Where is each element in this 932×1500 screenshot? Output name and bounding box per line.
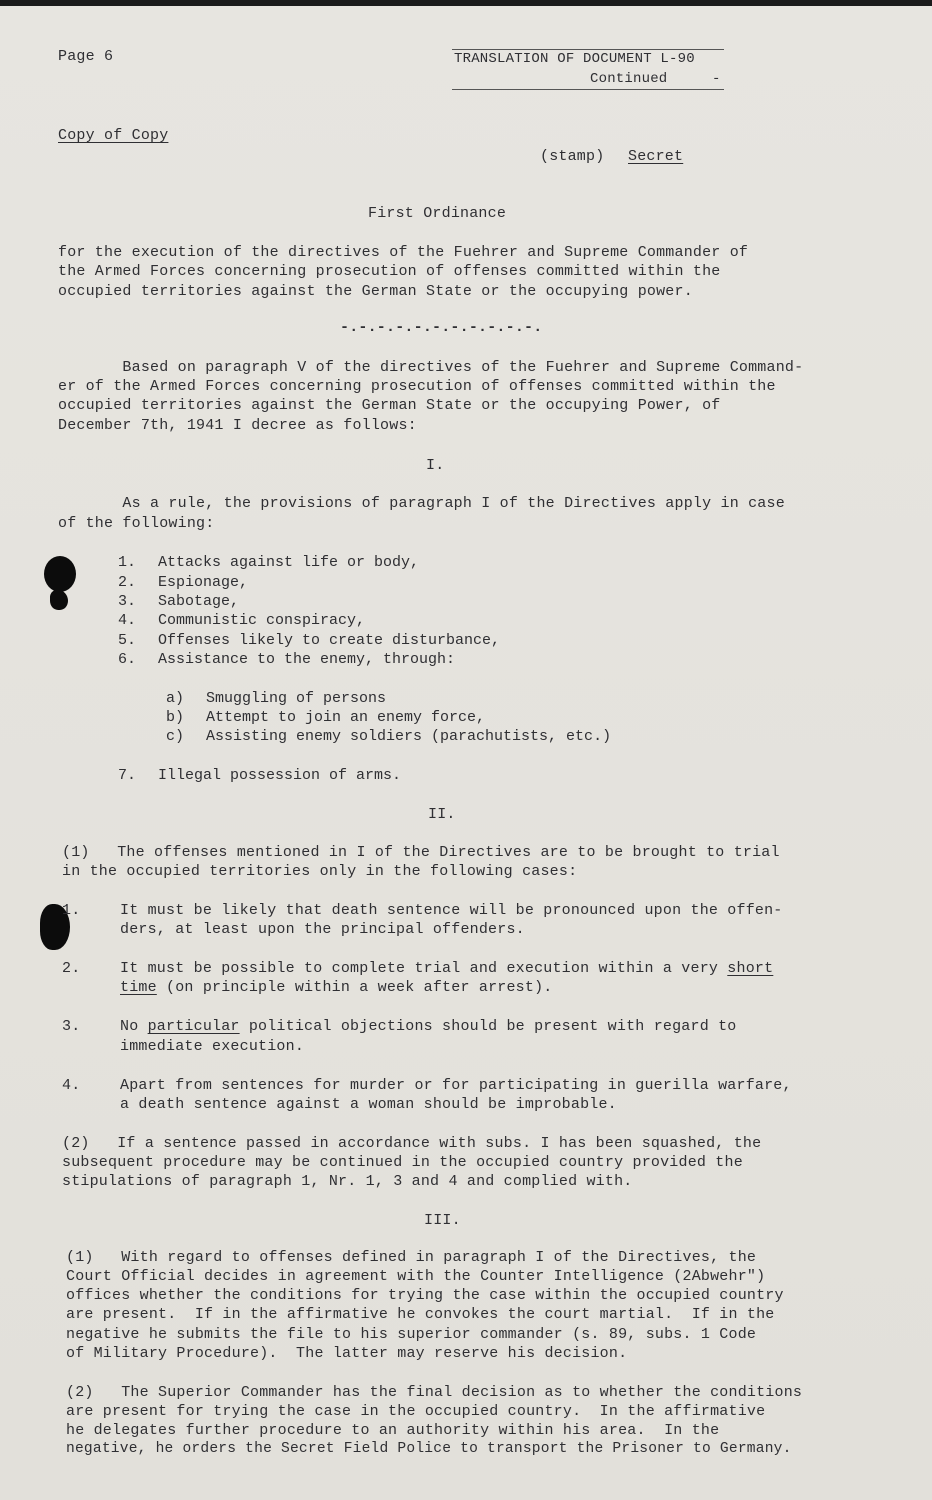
- stamp-secret: Secret: [628, 148, 684, 165]
- case-number: 3.: [62, 1018, 81, 1035]
- header-underline: [452, 89, 724, 90]
- case-number: 1.: [62, 902, 81, 919]
- list-item: 5. Offenses likely to create disturbance,: [118, 632, 501, 649]
- section-3-heading: III.: [424, 1212, 461, 1229]
- list-item: 1. Attacks against life or body,: [118, 554, 420, 571]
- document-page: Page 6 TRANSLATION OF DOCUMENT L-90 Continued - Copy of Copy (stamp) Secret First Ordinance for the execution of the directives of the Fuehrer and Supreme Commander of the Armed Forces concerning prosecution of offenses committed within the occupied territories against the German State or the occupying power. -.-.-.-.-.-.-.-.-.-.-. Based on paragraph V of the directives of the Fuehrer and Supreme Command- er of the Armed Forces concerning prosecution of offenses committed within the occupied territories against the German State or the occupying Power, of December 7th, 1941 I decree as follows: I. As a rule, the provisions of paragraph I of the Directives apply in case of the following: 1. Attacks against life or body, 2. Espionage, 3. Sabotage, 4. Communistic conspiracy, 5. Offenses likely to create disturbance, 6. Assistance to the enemy, through: a) Smuggling of persons b) Attempt to join an enemy force, c) Assisting enemy soldiers (parachutists, etc.) 7. Illegal possession of arms. II. (1) The offenses mentioned in I of the Directives are to be brought to trial in the occupied territories only in the following cases: 1. It must be likely that death sentence will be pronounced upon the offen- ders, at least upon the principal offenders. 2. It must be possible to complete trial and execution within a very short time (on principle within a week after arrest). 3. No particular political objections should be present with regard to immediate execution. 4. Apart from sentences for murder or for participating in guerilla warfare, a death sentence against a woman should be improbable. (2) If a sentence passed in accordance with subs. I has been squashed, the subsequent procedure may be continued in the occupied country provided the stipulations of paragraph 1, Nr. 1, 3 and 4 and complied with. III. (1) With regard to offenses defined in paragraph I of the Directives, the Court Official decides in agreement with the Counter Intelligence (2Abwehr") offices whether the conditions for trying the case within the occupied country are present. If in the affirmative he convokes the court martial. If in the negative he submits the file to his superior commander (s. 89, subs. 1 Code of Military Procedure). The latter may reserve his decision. (2) The Superior Commander has the final decision as to whether the conditions are present for trying the case in the occupied country. In the affirmative he delegates further procedure to an authority within his area. In the negative, he orders the Secret Field Police to transport the Prisoner to Germany.: [0, 0, 932, 1500]
- separator: -.-.-.-.-.-.-.-.-.-.-.: [340, 319, 543, 336]
- list-item: 4. Communistic conspiracy,: [118, 612, 366, 629]
- punch-hole-top: [44, 556, 76, 592]
- continued-dash: -: [712, 71, 721, 87]
- section-2-heading: II.: [428, 806, 456, 823]
- list-item: 6. Assistance to the enemy, through:: [118, 651, 456, 668]
- punch-hole-small: [50, 590, 68, 610]
- section-1-heading: I.: [426, 457, 445, 474]
- title-overline: [452, 49, 724, 50]
- case-number: 2.: [62, 960, 81, 977]
- sub-list-item: b) Attempt to join an enemy force,: [166, 709, 486, 726]
- sub-list-item: a) Smuggling of persons: [166, 690, 387, 707]
- copy-label: Copy of Copy: [58, 127, 169, 144]
- translation-title: TRANSLATION OF DOCUMENT L-90: [454, 51, 695, 67]
- continued-label: Continued: [590, 71, 668, 87]
- stamp-label: (stamp): [540, 148, 605, 165]
- sub-list-item: c) Assisting enemy soldiers (parachutists, etc.): [166, 728, 612, 745]
- case-number: 4.: [62, 1077, 81, 1094]
- list-item: 3. Sabotage,: [118, 593, 240, 610]
- page-label: Page 6: [58, 48, 114, 65]
- list-item: 7. Illegal possession of arms.: [118, 767, 402, 784]
- ordinance-title: First Ordinance: [368, 205, 507, 222]
- list-item: 2. Espionage,: [118, 574, 249, 591]
